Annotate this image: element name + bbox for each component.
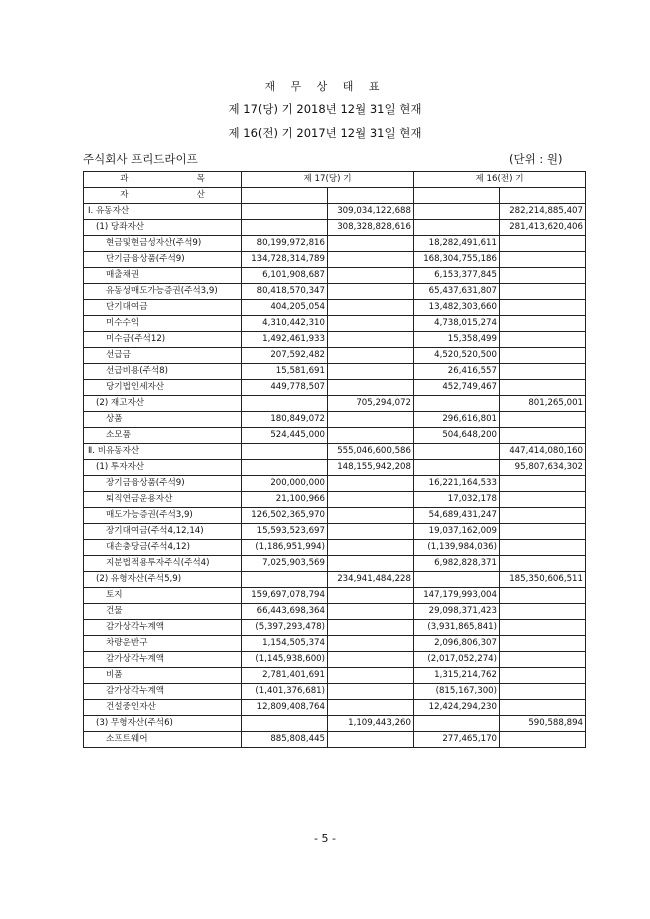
prior-detail-amount: 26,416,557 <box>414 364 500 380</box>
current-detail-amount: (5,397,293,478) <box>242 620 328 636</box>
prior-subtotal-amount <box>500 636 586 652</box>
prior-detail-amount: 6,982,828,371 <box>414 556 500 572</box>
prior-subtotal-amount <box>500 588 586 604</box>
current-subtotal-amount <box>328 588 414 604</box>
row-label: 미수수익 <box>84 316 242 332</box>
current-subtotal-amount <box>328 652 414 668</box>
table-row <box>84 348 586 364</box>
row-label: 지분법적용투자주식(주석4) <box>84 556 242 572</box>
table-row <box>84 732 586 748</box>
prior-subtotal-amount <box>500 364 586 380</box>
current-subtotal-amount <box>328 332 414 348</box>
current-subtotal-amount: 309,034,122,688 <box>328 204 414 220</box>
row-label: 선급비용(주석8) <box>84 364 242 380</box>
table-row <box>84 444 586 460</box>
prior-detail-amount: 168,304,755,186 <box>414 252 500 268</box>
table-row <box>84 252 586 268</box>
current-detail-amount: 2,781,401,691 <box>242 668 328 684</box>
prior-subtotal-amount <box>500 732 586 748</box>
current-subtotal-amount: 308,328,828,616 <box>328 220 414 236</box>
prior-subtotal-amount <box>500 668 586 684</box>
table-row <box>84 636 586 652</box>
current-subtotal-amount <box>328 380 414 396</box>
current-subtotal-amount <box>328 636 414 652</box>
current-detail-amount: 15,593,523,697 <box>242 524 328 540</box>
prior-subtotal-amount: 185,350,606,511 <box>500 572 586 588</box>
prior-detail-amount: 15,358,499 <box>414 332 500 348</box>
table-row <box>84 380 586 396</box>
row-label: 건물 <box>84 604 242 620</box>
current-detail-amount: 66,443,698,364 <box>242 604 328 620</box>
prior-detail-amount: 147,179,993,004 <box>414 588 500 604</box>
current-subtotal-amount <box>328 300 414 316</box>
prior-subtotal-amount: 281,413,620,406 <box>500 220 586 236</box>
current-subtotal-amount <box>328 492 414 508</box>
prior-detail-amount: 16,221,164,533 <box>414 476 500 492</box>
current-detail-amount: 6,101,908,687 <box>242 268 328 284</box>
prior-subtotal-amount <box>500 380 586 396</box>
table-row <box>84 700 586 716</box>
prior-subtotal-amount <box>500 492 586 508</box>
row-label: 당기법인세자산 <box>84 380 242 396</box>
table-row <box>84 684 586 700</box>
current-detail-amount: 15,581,691 <box>242 364 328 380</box>
current-detail-amount: 449,778,507 <box>242 380 328 396</box>
current-detail-amount <box>242 220 328 236</box>
prior-detail-amount: 452,749,467 <box>414 380 500 396</box>
header-prior-period: 제 16(전) 기 <box>414 172 586 188</box>
prior-detail-amount: (815,167,300) <box>414 684 500 700</box>
row-label: 건설중인자산 <box>84 700 242 716</box>
current-subtotal-amount: 705,294,072 <box>328 396 414 412</box>
prior-detail-amount: 277,465,170 <box>414 732 500 748</box>
current-subtotal-amount <box>328 556 414 572</box>
current-detail-amount: 1,492,461,933 <box>242 332 328 348</box>
table-row <box>84 572 586 588</box>
prior-detail-amount: 19,037,162,009 <box>414 524 500 540</box>
table-header-row <box>84 172 586 188</box>
prior-subtotal-amount <box>500 620 586 636</box>
table-row <box>84 204 586 220</box>
asset-heading-row <box>84 188 586 204</box>
prior-subtotal-amount <box>500 236 586 252</box>
prior-subtotal-amount: 282,214,885,407 <box>500 204 586 220</box>
prior-subtotal-amount: 447,414,080,160 <box>500 444 586 460</box>
current-subtotal-amount <box>328 620 414 636</box>
prior-detail-amount: 2,096,806,307 <box>414 636 500 652</box>
prior-detail-amount: 65,437,631,807 <box>414 284 500 300</box>
unit-label: (단위 : 원) <box>509 152 563 166</box>
prior-detail-amount: 12,424,294,230 <box>414 700 500 716</box>
current-subtotal-amount <box>328 364 414 380</box>
current-subtotal-amount <box>328 428 414 444</box>
table-row <box>84 268 586 284</box>
prior-subtotal-amount: 95,807,634,302 <box>500 460 586 476</box>
prior-detail-amount: 4,520,520,500 <box>414 348 500 364</box>
row-label: 현금및현금성자산(주석9) <box>84 236 242 252</box>
prior-subtotal-amount <box>500 556 586 572</box>
current-detail-amount: 1,154,505,374 <box>242 636 328 652</box>
current-subtotal-amount <box>328 732 414 748</box>
prior-subtotal-amount <box>500 700 586 716</box>
row-label: 매도가능증권(주석3,9) <box>84 508 242 524</box>
current-subtotal-amount <box>328 252 414 268</box>
current-subtotal-amount <box>328 268 414 284</box>
document-title: 재 무 상 태 표 <box>264 80 386 93</box>
table-row <box>84 524 586 540</box>
table-row <box>84 412 586 428</box>
row-label: 선급금 <box>84 348 242 364</box>
prior-detail-amount: 1,315,214,762 <box>414 668 500 684</box>
current-detail-amount <box>242 396 328 412</box>
current-detail-amount: 524,445,000 <box>242 428 328 444</box>
current-detail-amount: 159,697,078,794 <box>242 588 328 604</box>
table-row <box>84 508 586 524</box>
table-row <box>84 588 586 604</box>
current-detail-amount: 200,000,000 <box>242 476 328 492</box>
row-label: 토지 <box>84 588 242 604</box>
table-row <box>84 236 586 252</box>
prior-subtotal-amount <box>500 476 586 492</box>
current-subtotal-amount <box>328 316 414 332</box>
prior-detail-amount: 18,282,491,611 <box>414 236 500 252</box>
prior-detail-amount: (2,017,052,274) <box>414 652 500 668</box>
row-label: 감가상각누계액 <box>84 652 242 668</box>
prior-detail-amount: 4,738,015,274 <box>414 316 500 332</box>
table-row <box>84 428 586 444</box>
current-subtotal-amount <box>328 684 414 700</box>
prior-detail-amount: 17,032,178 <box>414 492 500 508</box>
table-row <box>84 492 586 508</box>
current-subtotal-amount: 555,046,600,586 <box>328 444 414 460</box>
header-current-period: 제 17(당) 기 <box>242 172 414 188</box>
prior-subtotal-amount <box>500 316 586 332</box>
row-label: 차량운반구 <box>84 636 242 652</box>
current-detail-amount: 12,809,408,764 <box>242 700 328 716</box>
row-label: 감가상각누계액 <box>84 684 242 700</box>
current-subtotal-amount <box>328 348 414 364</box>
current-detail-amount: 80,199,972,816 <box>242 236 328 252</box>
current-detail-amount <box>242 716 328 732</box>
current-subtotal-amount: 148,155,942,208 <box>328 460 414 476</box>
company-name: 주식회사 프리드라이프 <box>83 152 198 166</box>
prior-detail-amount: 13,482,303,660 <box>414 300 500 316</box>
prior-subtotal-amount <box>500 284 586 300</box>
row-label: 퇴직연금운용자산 <box>84 492 242 508</box>
current-subtotal-amount <box>328 412 414 428</box>
table-row <box>84 396 586 412</box>
current-detail-amount: 126,502,365,970 <box>242 508 328 524</box>
prior-subtotal-amount: 590,588,894 <box>500 716 586 732</box>
table-row <box>84 284 586 300</box>
current-detail-amount <box>242 572 328 588</box>
current-subtotal-amount <box>328 604 414 620</box>
current-detail-amount <box>242 204 328 220</box>
current-detail-amount: 7,025,903,569 <box>242 556 328 572</box>
prior-detail-amount: 296,616,801 <box>414 412 500 428</box>
prior-subtotal-amount <box>500 684 586 700</box>
row-label: 소모품 <box>84 428 242 444</box>
table-row <box>84 716 586 732</box>
row-label: 감가상각누계액 <box>84 620 242 636</box>
current-subtotal-amount <box>328 476 414 492</box>
current-subtotal-amount <box>328 540 414 556</box>
row-label: 상품 <box>84 412 242 428</box>
row-label: 비품 <box>84 668 242 684</box>
current-detail-amount: (1,145,938,600) <box>242 652 328 668</box>
asset-heading: 자 산 <box>84 188 242 204</box>
prior-detail-amount <box>414 460 500 476</box>
prior-detail-amount: 29,098,371,423 <box>414 604 500 620</box>
table-row <box>84 300 586 316</box>
table-row <box>84 604 586 620</box>
table-row <box>84 668 586 684</box>
current-detail-amount: 4,310,442,310 <box>242 316 328 332</box>
table-row <box>84 620 586 636</box>
prior-detail-amount <box>414 444 500 460</box>
prior-subtotal-amount <box>500 412 586 428</box>
row-label: 미수금(주석12) <box>84 332 242 348</box>
current-subtotal-amount: 1,109,443,260 <box>328 716 414 732</box>
current-subtotal-amount <box>328 700 414 716</box>
current-subtotal-amount <box>328 524 414 540</box>
current-detail-amount: 21,100,966 <box>242 492 328 508</box>
prior-subtotal-amount <box>500 652 586 668</box>
table-row <box>84 316 586 332</box>
row-label: (1) 당좌자산 <box>84 220 242 236</box>
row-label: (2) 재고자산 <box>84 396 242 412</box>
row-label: 장기대여금(주석4,12,14) <box>84 524 242 540</box>
prior-subtotal-amount <box>500 604 586 620</box>
prior-subtotal-amount <box>500 508 586 524</box>
current-subtotal-amount <box>328 508 414 524</box>
row-label: 단기대여금 <box>84 300 242 316</box>
header-account: 과 목 <box>84 172 242 188</box>
current-subtotal-amount <box>328 668 414 684</box>
current-detail-amount: 180,849,072 <box>242 412 328 428</box>
prior-detail-amount <box>414 396 500 412</box>
current-detail-amount <box>242 460 328 476</box>
row-label: 유동성매도가능증권(주석3,9) <box>84 284 242 300</box>
prior-period-line: 제 16(전) 기 2017년 12월 31일 현재 <box>228 126 422 140</box>
table-row <box>84 332 586 348</box>
current-period-line: 제 17(당) 기 2018년 12월 31일 현재 <box>228 102 422 116</box>
prior-detail-amount: (3,931,865,841) <box>414 620 500 636</box>
current-detail-amount: 404,205,054 <box>242 300 328 316</box>
table-row <box>84 476 586 492</box>
balance-sheet-table <box>83 171 586 748</box>
row-label: 장기금융상품(주석9) <box>84 476 242 492</box>
table-row <box>84 652 586 668</box>
prior-subtotal-amount <box>500 332 586 348</box>
row-label: 소프트웨어 <box>84 732 242 748</box>
prior-detail-amount <box>414 716 500 732</box>
prior-detail-amount <box>414 572 500 588</box>
page-number: - 5 - <box>314 832 336 845</box>
table-row <box>84 540 586 556</box>
prior-subtotal-amount <box>500 428 586 444</box>
row-label: 단기금융상품(주석9) <box>84 252 242 268</box>
row-label: Ⅱ. 비유동자산 <box>84 444 242 460</box>
row-label: (3) 무형자산(주석6) <box>84 716 242 732</box>
prior-subtotal-amount <box>500 524 586 540</box>
current-detail-amount: 80,418,570,347 <box>242 284 328 300</box>
prior-detail-amount: 6,153,377,845 <box>414 268 500 284</box>
current-detail-amount: 885,808,445 <box>242 732 328 748</box>
prior-detail-amount <box>414 220 500 236</box>
current-detail-amount: (1,401,376,681) <box>242 684 328 700</box>
prior-subtotal-amount <box>500 540 586 556</box>
row-label: (1) 투자자산 <box>84 460 242 476</box>
prior-detail-amount: 504,648,200 <box>414 428 500 444</box>
table-row <box>84 556 586 572</box>
prior-subtotal-amount: 801,265,001 <box>500 396 586 412</box>
row-label: (2) 유형자산(주석5,9) <box>84 572 242 588</box>
row-label: 대손충당금(주석4,12) <box>84 540 242 556</box>
current-detail-amount <box>242 444 328 460</box>
table-row <box>84 364 586 380</box>
prior-subtotal-amount <box>500 300 586 316</box>
prior-detail-amount: (1,139,984,036) <box>414 540 500 556</box>
table-row <box>84 220 586 236</box>
current-detail-amount: (1,186,951,994) <box>242 540 328 556</box>
current-subtotal-amount <box>328 236 414 252</box>
prior-subtotal-amount <box>500 252 586 268</box>
current-subtotal-amount <box>328 284 414 300</box>
table-row <box>84 460 586 476</box>
prior-detail-amount: 54,689,431,247 <box>414 508 500 524</box>
prior-subtotal-amount <box>500 268 586 284</box>
current-subtotal-amount: 234,941,484,228 <box>328 572 414 588</box>
row-label: 매출채권 <box>84 268 242 284</box>
row-label: Ⅰ. 유동자산 <box>84 204 242 220</box>
current-detail-amount: 207,592,482 <box>242 348 328 364</box>
prior-subtotal-amount <box>500 348 586 364</box>
prior-detail-amount <box>414 204 500 220</box>
current-detail-amount: 134,728,314,789 <box>242 252 328 268</box>
